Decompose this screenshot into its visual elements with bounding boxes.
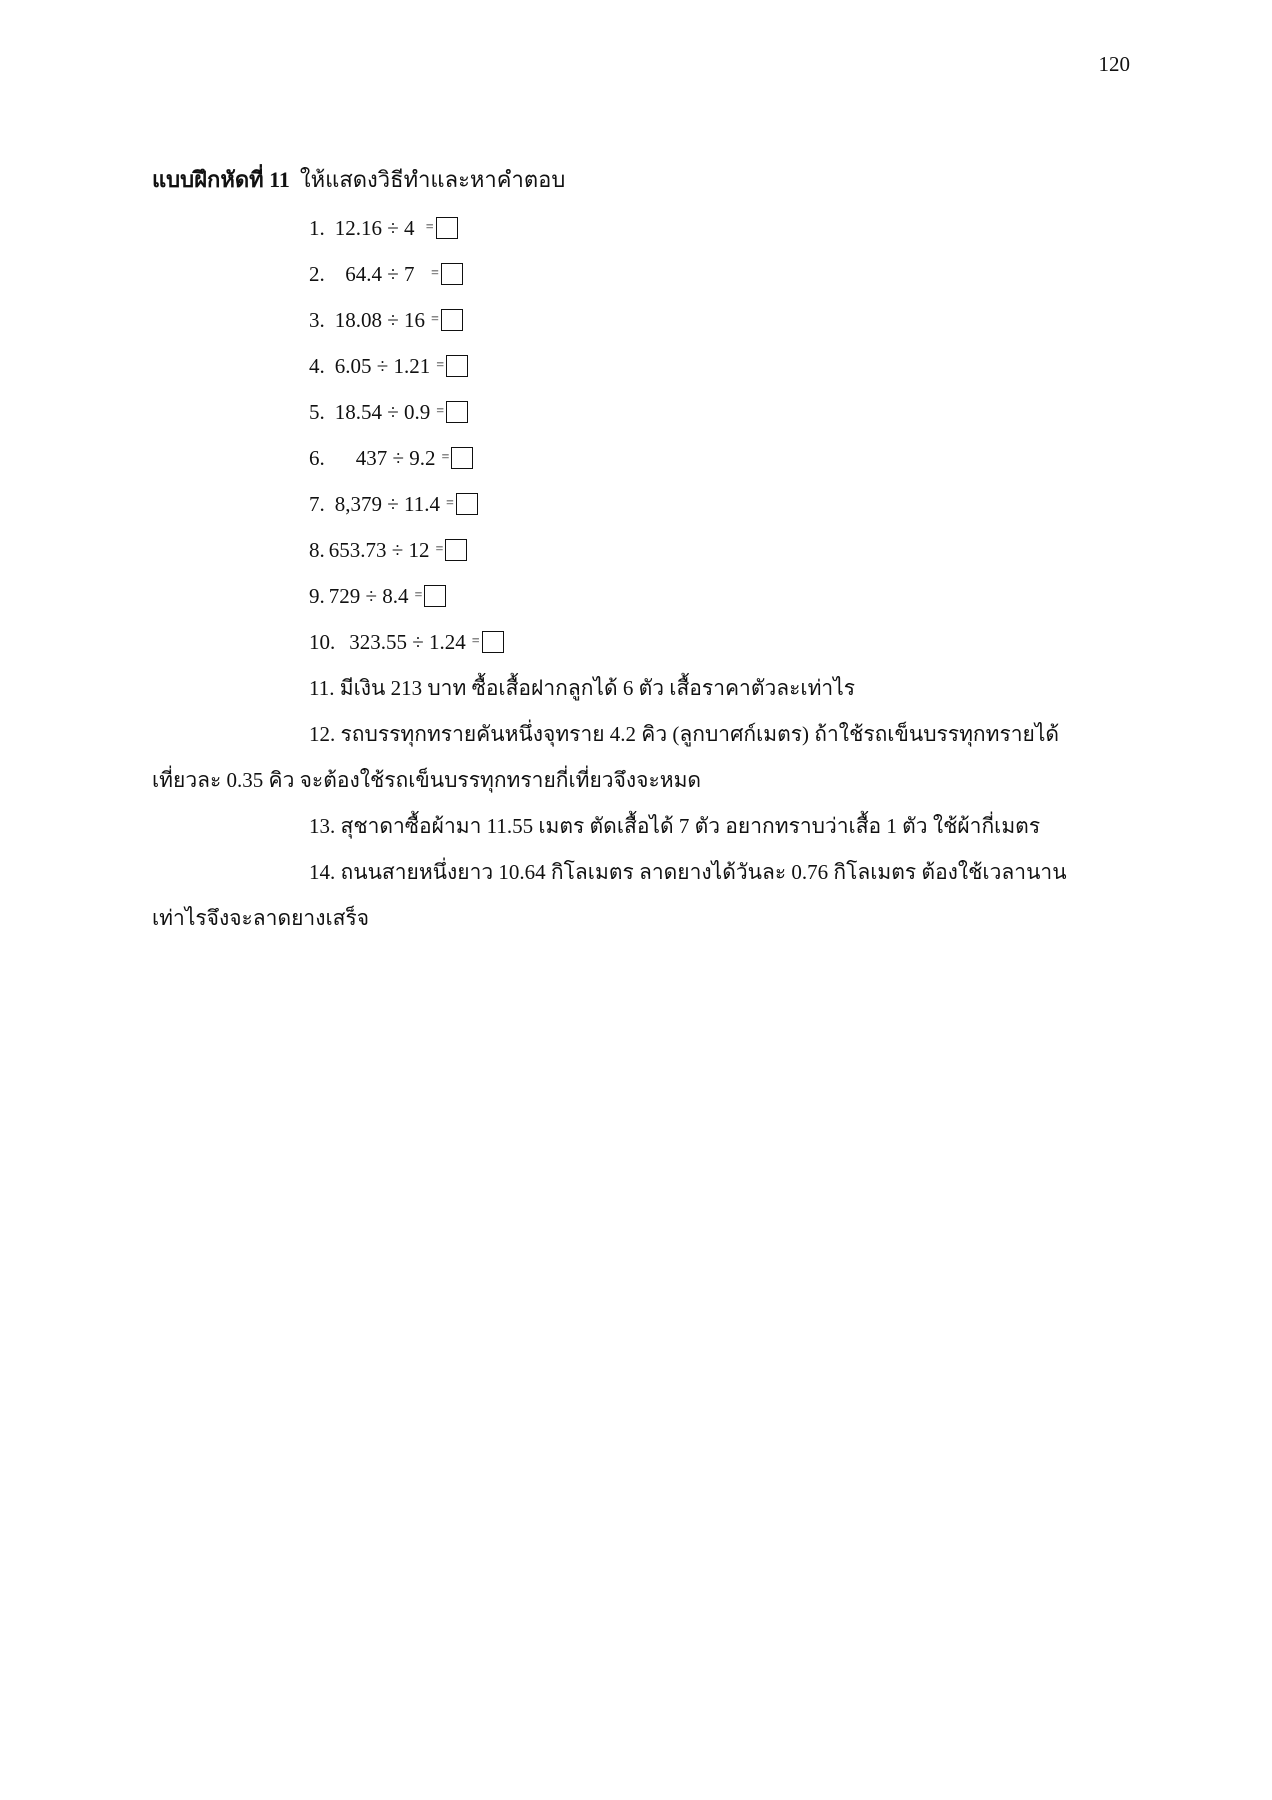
problem-number: 9.: [309, 583, 325, 608]
exercise-title: แบบฝึกหัดที่ 11: [152, 167, 290, 192]
problem-number: 6.: [309, 445, 325, 470]
answer-box[interactable]: [446, 355, 468, 377]
word-problem-continuation: เที่ยวละ 0.35 คิว จะต้องใช้รถเข็นบรรทุกทรายกี่เที่ยวจึงจะหมด: [152, 768, 702, 792]
word-problem-text: 12. รถบรรทุกทรายคันหนึ่งจุทราย 4.2 คิว (ลูกบาศก์เมตร) ถ้าใช้รถเข็นบรรทุกทรายได้: [309, 722, 1060, 746]
problem-number: 7.: [309, 491, 325, 516]
exercise-instruction: ให้แสดงวิธีทำและหาคำตอบ: [299, 167, 566, 192]
problem-number: 4.: [309, 353, 325, 378]
page-number: 120: [1098, 52, 1130, 76]
equals-sign: =: [441, 450, 450, 465]
equals-sign: =: [446, 496, 454, 511]
problem-number: 5.: [309, 399, 325, 424]
exercise-heading: [152, 162, 565, 197]
problem-expression: 437 ÷ 9.2: [334, 445, 436, 470]
problem-expression: 323.55 ÷ 1.24: [349, 629, 466, 654]
problem-expression: 18.54 ÷ 0.9: [334, 399, 431, 424]
problem-10: [309, 626, 504, 658]
answer-box[interactable]: [441, 309, 463, 331]
problem-9: [309, 580, 446, 612]
problem-1: [309, 212, 458, 244]
word-problem-text: 14. ถนนสายหนึ่งยาว 10.64 กิโลเมตร ลาดยางได้วันละ 0.76 กิโลเมตร ต้องใช้เวลานาน: [309, 860, 1067, 884]
problem-8: [309, 534, 467, 566]
word-problem-13: [152, 803, 1092, 849]
problem-number: 10.: [309, 629, 336, 654]
answer-box[interactable]: [446, 401, 468, 423]
problem-expression: 12.16 ÷ 4: [334, 215, 420, 240]
problem-2: [309, 258, 463, 290]
word-problem-text: 11. มีเงิน 213 บาท ซื้อเสื้อฝากลูกได้ 6 ตัว เสื้อราคาตัวละเท่าไร: [309, 676, 856, 700]
equals-sign: =: [435, 542, 444, 557]
answer-box[interactable]: [482, 631, 504, 653]
problem-6: [309, 442, 473, 474]
word-problem-11: [152, 665, 1092, 711]
answer-box[interactable]: [456, 493, 478, 515]
problem-number: 8.: [309, 537, 325, 562]
problem-4: [309, 350, 468, 382]
answer-box[interactable]: [445, 539, 467, 561]
answer-box[interactable]: [424, 585, 446, 607]
word-problem-14: [152, 849, 1092, 941]
answer-box[interactable]: [451, 447, 473, 469]
equals-sign: =: [471, 634, 480, 649]
answer-box[interactable]: [441, 263, 463, 285]
equals-sign: =: [436, 358, 445, 373]
problem-expression: 729 ÷ 8.4: [328, 583, 409, 608]
problem-expression: 18.08 ÷ 16: [334, 307, 426, 332]
problem-7: [309, 488, 478, 520]
word-problem-continuation: เท่าไรจึงจะลาดยางเสร็จ: [152, 906, 370, 930]
problem-expression: 653.73 ÷ 12: [328, 537, 430, 562]
equals-sign: =: [431, 266, 439, 281]
problem-expression: 64.4 ÷ 7: [334, 261, 426, 286]
equals-sign: =: [431, 312, 439, 327]
word-problem-12: [152, 711, 1092, 803]
answer-box[interactable]: [436, 217, 458, 239]
problem-number: 1.: [309, 215, 325, 240]
problem-number: 2.: [309, 261, 325, 286]
equals-sign: =: [425, 220, 434, 235]
problem-3: [309, 304, 463, 336]
problem-number: 3.: [309, 307, 325, 332]
equals-sign: =: [414, 588, 423, 603]
word-problem-text: 13. สุชาดาซื้อผ้ามา 11.55 เมตร ตัดเสื้อได้ 7 ตัว อยากทราบว่าเสื้อ 1 ตัว ใช้ผ้ากี่เมตร: [309, 814, 1041, 838]
problem-expression: 6.05 ÷ 1.21: [334, 353, 431, 378]
problem-5: [309, 396, 468, 428]
problem-expression: 8,379 ÷ 11.4: [334, 491, 440, 516]
equals-sign: =: [436, 404, 445, 419]
